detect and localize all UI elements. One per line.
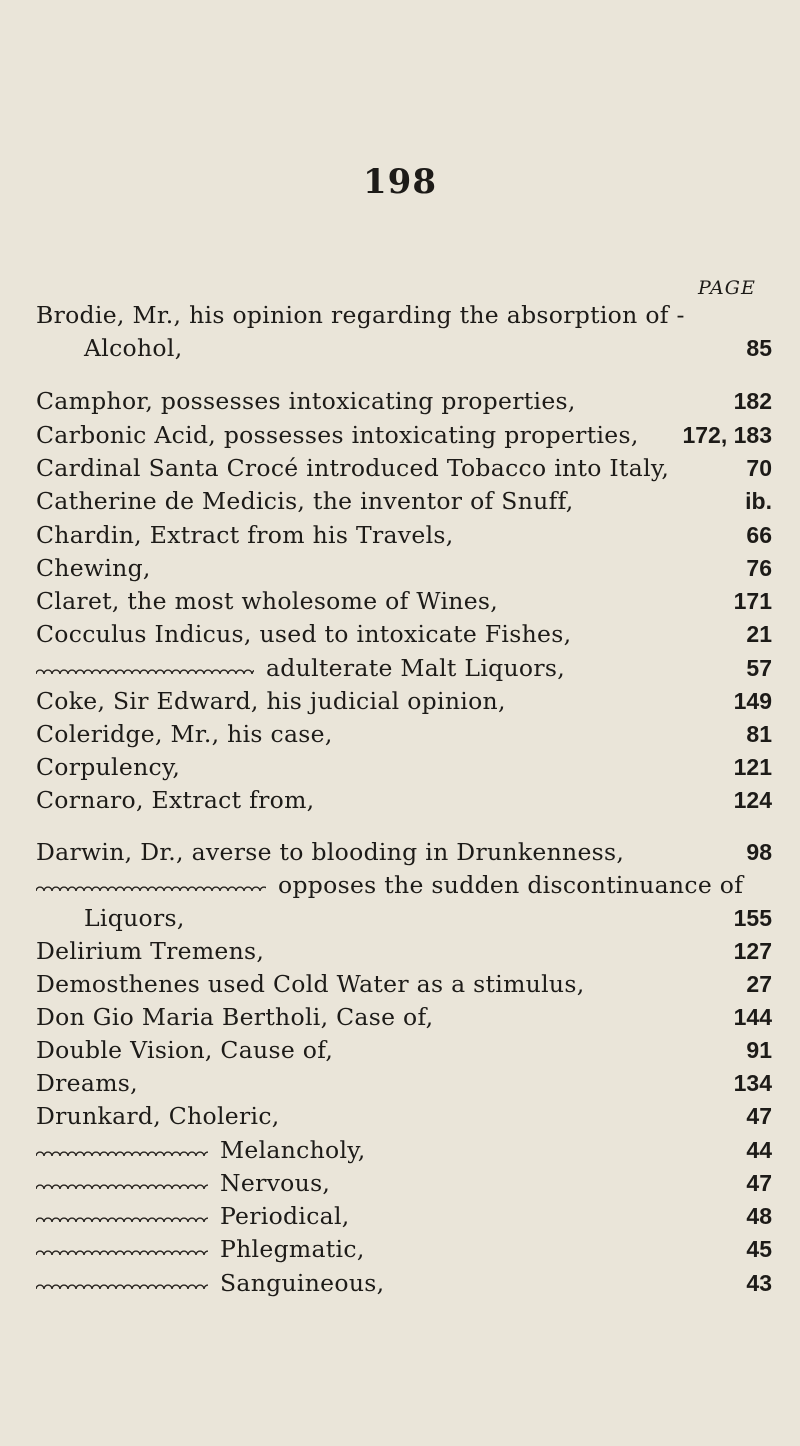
entry-page-ref: 85: [746, 335, 772, 361]
entry-page-ref: 121: [733, 754, 772, 780]
entry-page-ref: 134: [733, 1070, 772, 1096]
entry-page-ref: 149: [733, 688, 772, 714]
ditto-rule-icon: [36, 1214, 208, 1222]
entry-text: Camphor, possesses intoxicating properties,: [36, 387, 576, 415]
entry-page-ref: 182: [733, 388, 772, 414]
entry-text: Demosthenes used Cold Water as a stimulus,: [36, 970, 585, 998]
entry-text: Brodie, Mr., his opinion regarding the absorption of -: [36, 301, 685, 329]
entry-text: Alcohol,: [84, 334, 183, 362]
entry-text: Nervous,: [36, 1166, 330, 1200]
entry-text: Drunkard, Choleric,: [36, 1102, 280, 1130]
ditto-rule-icon: [36, 666, 254, 674]
entry-text: Liquors,: [84, 904, 185, 932]
ditto-rule-icon: [36, 1181, 208, 1189]
entry-page-ref: 144: [733, 1004, 772, 1030]
entry-text: Coleridge, Mr., his case,: [36, 720, 333, 748]
entry-text: Sanguineous,: [36, 1266, 384, 1300]
page-number: 198: [363, 162, 437, 202]
entry-text: Coke, Sir Edward, his judicial opinion,: [36, 687, 506, 715]
entry-page-ref: 27: [746, 971, 772, 997]
entry-page-ref: 172, 183: [682, 422, 772, 448]
entry-page-ref: 171: [733, 588, 772, 614]
entry-text: Cocculus Indicus, used to intoxicate Fishes,: [36, 620, 572, 648]
entry-text: Chardin, Extract from his Travels,: [36, 521, 454, 549]
entry-page-ref: 66: [746, 522, 772, 548]
entry-text: Delirium Tremens,: [36, 937, 265, 965]
entry-text: adulterate Malt Liquors,: [36, 651, 565, 685]
entry-text: Dreams,: [36, 1069, 138, 1097]
entry-text: Double Vision, Cause of,: [36, 1036, 334, 1064]
entry-text: Melancholy,: [36, 1133, 366, 1167]
entry-page-ref: 47: [746, 1103, 772, 1129]
entry-page-ref: 70: [746, 455, 772, 481]
entry-text: Don Gio Maria Bertholi, Case of,: [36, 1003, 434, 1031]
entry-page-ref: 57: [746, 655, 772, 681]
index-entry: [0, 331, 800, 371]
entry-page-ref: 124: [733, 787, 772, 813]
entry-text: Cardinal Santa Crocé introduced Tobacco into Italy,: [36, 454, 670, 482]
index-entry: [0, 1266, 800, 1306]
entry-text: Carbonic Acid, possesses intoxicating properties,: [36, 421, 639, 449]
entry-page-ref: 91: [746, 1037, 772, 1063]
entry-text: Chewing,: [36, 554, 151, 582]
ditto-rule-icon: [36, 1247, 208, 1255]
entry-page-ref: 43: [746, 1270, 772, 1296]
entry-text: Cornaro, Extract from,: [36, 786, 315, 814]
page-column-header: PAGE: [698, 277, 756, 299]
entry-page-ref: ib.: [745, 488, 772, 514]
entry-page-ref: 127: [733, 938, 772, 964]
entry-page-ref: 81: [746, 721, 772, 747]
entry-text: Catherine de Medicis, the inventor of Snuff,: [36, 487, 574, 515]
ditto-rule-icon: [36, 883, 266, 891]
entry-page-ref: 44: [746, 1137, 772, 1163]
entry-page-ref: 48: [746, 1203, 772, 1229]
entry-page-ref: 76: [746, 555, 772, 581]
entry-text: Periodical,: [36, 1199, 350, 1233]
ditto-rule-icon: [36, 1281, 208, 1289]
entry-page-ref: 47: [746, 1170, 772, 1196]
entry-text: Claret, the most wholesome of Wines,: [36, 587, 499, 615]
index-entry: [0, 783, 800, 823]
entry-text: opposes the sudden discontinuance of: [36, 868, 743, 902]
ditto-rule-icon: [36, 1148, 208, 1156]
entry-page-ref: 98: [746, 839, 772, 865]
entry-text: Corpulency,: [36, 753, 181, 781]
entry-page-ref: 21: [746, 621, 772, 647]
entry-page-ref: 45: [746, 1236, 772, 1262]
entry-text: Darwin, Dr., averse to blooding in Drunkenness,: [36, 838, 625, 866]
entry-text: Phlegmatic,: [36, 1232, 365, 1266]
entry-page-ref: 155: [733, 905, 772, 931]
